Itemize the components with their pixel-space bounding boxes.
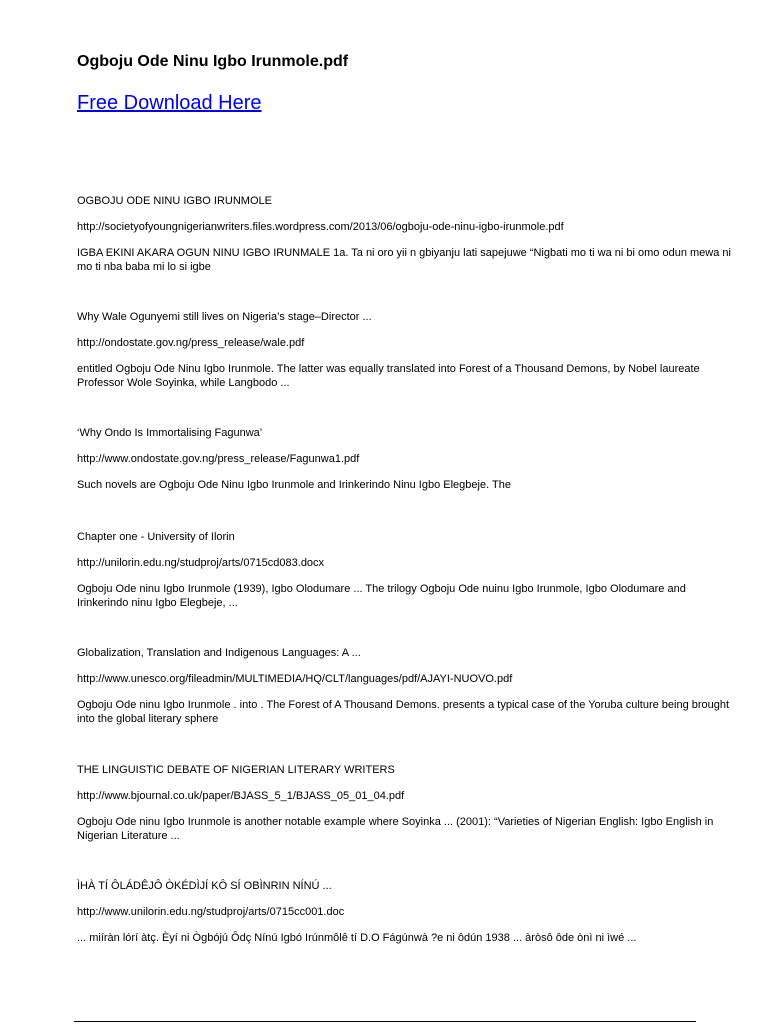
result-title: OGBOJU ODE NINU IGBO IRUNMOLE [77,195,272,207]
result-url-link[interactable]: http://ondostate.gov.ng/press_release/wale.pdf [77,337,305,349]
document-title: Ogboju Ode Ninu Igbo Irunmole.pdf [77,53,349,70]
result-title: ‘Why Ondo Is Immortalising Fagunwa’ [77,427,263,439]
search-result [77,194,737,274]
result-snippet: Ogboju Ode ninu Igbo Irunmole (1939), Igbo Olodumare ... The trilogy Ogboju Ode nuinu Igbo Irunmole, Igbo Olodumare and Irinkerindo ninu Igbo Elegbeje, ... [77,583,686,609]
free-download-link[interactable]: Free Download Here [77,92,262,114]
result-url-link[interactable]: http://unilorin.edu.ng/studproj/arts/0715cd083.docx [77,557,325,569]
result-title: Globalization, Translation and Indigenous Languages: A ... [77,647,361,659]
search-result [77,763,737,843]
result-url-link[interactable]: http://www.unilorin.edu.ng/studproj/arts/0715cc001.doc [77,906,345,918]
search-result [77,530,737,610]
result-url-link[interactable]: http://www.unesco.org/fileadmin/MULTIMEDIA/HQ/CLT/languages/pdf/AJAYI-NUOVO.pdf [77,673,513,685]
search-result [77,310,737,390]
result-url-link[interactable]: http://www.ondostate.gov.ng/press_release/Fagunwa1.pdf [77,453,360,465]
result-url-link[interactable]: http://societyofyoungnigerianwriters.files.wordpress.com/2013/06/ogboju-ode-ninu-igbo-irunmole.pdf [77,221,564,233]
result-snippet: Such novels are Ogboju Ode Ninu Igbo Irunmole and Irinkerindo Ninu Igbo Elegbeje. The [77,479,511,491]
footer-divider [74,1021,696,1022]
result-snippet: Ogboju Ode ninu Igbo Irunmole is another notable example where Soyinka ... (2001): “Varieties of Nigerian English: Igbo English in Nigerian Literature ... [77,816,714,842]
result-snippet: Ogboju Ode ninu Igbo Irunmole . into . The Forest of A Thousand Demons. presents a typical case of the Yoruba culture being brought into the global literary sphere [77,699,730,725]
result-title: Why Wale Ogunyemi still lives on Nigeria’s stage–Director ... [77,311,372,323]
result-url-link[interactable]: http://www.bjournal.co.uk/paper/BJASS_5_1/BJASS_05_01_04.pdf [77,790,405,802]
result-title: THE LINGUISTIC DEBATE OF NIGERIAN LITERARY WRITERS [77,764,395,776]
result-title: Chapter one - University of Ilorin [77,531,235,543]
result-title: ÌHÀ TÍ ÔLÁDÊJÔ ÒKÉDÌJÍ KÔ SÍ OBÌNRIN NÍNÚ ... [77,880,332,892]
search-result [77,426,737,492]
result-snippet: entitled Ogboju Ode Ninu Igbo Irunmole. The latter was equally translated into Forest of a Thousand Demons, by Nobel laureate Professor Wole Soyinka, while Langbodo ... [77,363,700,389]
result-snippet: ... miíràn lórí àtç. Èyí ni Ògbójú Ôdç Nínú Igbó Irúnmôlê tí D.O Fágúnwà ?e ni ôdún 1938 ... àròsô ôde ònì ni ìwé ... [77,932,637,944]
result-snippet: IGBA EKINI AKARA OGUN NINU IGBO IRUNMALE 1a. Ta ni oro yii n gbiyanju lati sapejuwe “Nigbati mo ti wa ni bi omo odun mewa ni mo ti nba baba mi lo si igbe [77,247,731,273]
search-result [77,646,737,726]
search-result [77,879,737,945]
